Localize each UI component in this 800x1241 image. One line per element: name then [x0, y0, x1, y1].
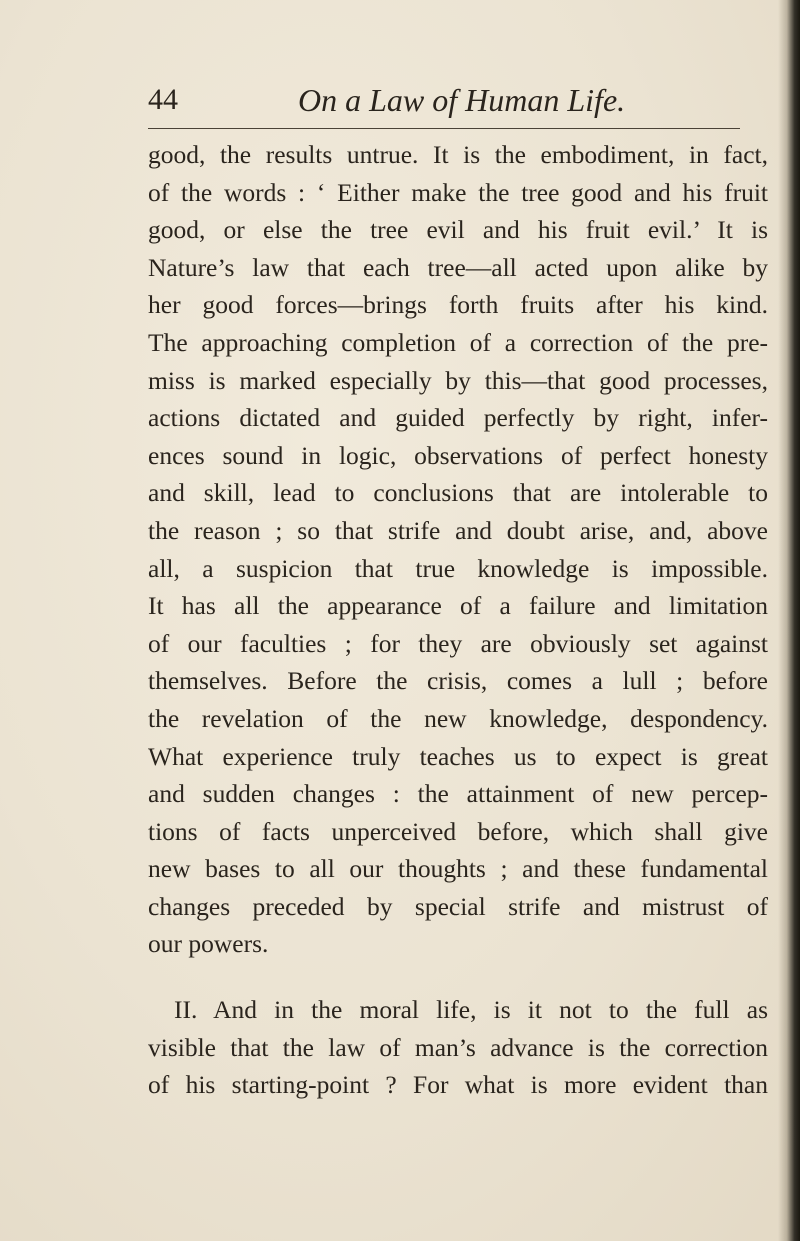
text-line: of our faculties ; for they are obviously set against [148, 628, 768, 658]
text-line: our powers. [148, 929, 269, 959]
text-line: good, the results untrue. It is the embodiment, in fact, [148, 140, 768, 169]
text-line: all, a suspicion that true knowledge is impossible. [148, 553, 768, 583]
page-number: 44 [148, 83, 178, 116]
header-rule [148, 128, 740, 129]
body-text [148, 136, 768, 1104]
text-line: new bases to all our thoughts ; and these fundamental [148, 854, 768, 884]
text-line: miss is marked especially by this—that good processes, [148, 365, 768, 395]
text-line: What experience truly teaches us to expect is great [148, 741, 768, 771]
text-line: It has all the appearance of a failure and limitation [148, 591, 768, 621]
page-header [148, 82, 714, 126]
text-line: her good forces—brings forth fruits after his kind. [148, 290, 768, 320]
text-line: II. And in the moral life, is it not to the full as [174, 995, 768, 1025]
running-title: On a Law of Human Life. [298, 82, 626, 118]
text-line: of the words : ‘ Either make the tree good and his fruit [148, 177, 768, 207]
text-line: Nature’s law that each tree—all acted upon alike by [148, 252, 768, 282]
text-line: visible that the law of man’s advance is the correction [148, 1032, 768, 1062]
text-line: the reason ; so that strife and doubt arise, and, above [148, 515, 768, 545]
paragraph-1 [148, 136, 768, 963]
text-line: ences sound in logic, observations of perfect honesty [148, 440, 768, 470]
text-line: actions dictated and guided perfectly by right, infer- [148, 403, 768, 433]
text-line: changes preceded by special strife and mistrust of [148, 891, 768, 921]
text-line: themselves. Before the crisis, comes a lull ; before [148, 666, 768, 696]
text-line: and skill, lead to conclusions that are intolerable to [148, 478, 768, 508]
text-line: The approaching completion of a correction of the pre- [148, 327, 768, 357]
page-edge-shadow [778, 0, 800, 1241]
paragraph-gap [148, 963, 768, 991]
text-line: good, or else the tree evil and his fruit evil.’ It is [148, 215, 768, 245]
paragraph-2 [148, 991, 768, 1104]
text-line: of his starting-point ? For what is more evident than [148, 1070, 768, 1100]
text-line: tions of facts unperceived before, which shall give [148, 816, 768, 846]
text-line: the revelation of the new knowledge, despondency. [148, 703, 768, 733]
text-line: and sudden changes : the attainment of new percep- [148, 779, 768, 809]
